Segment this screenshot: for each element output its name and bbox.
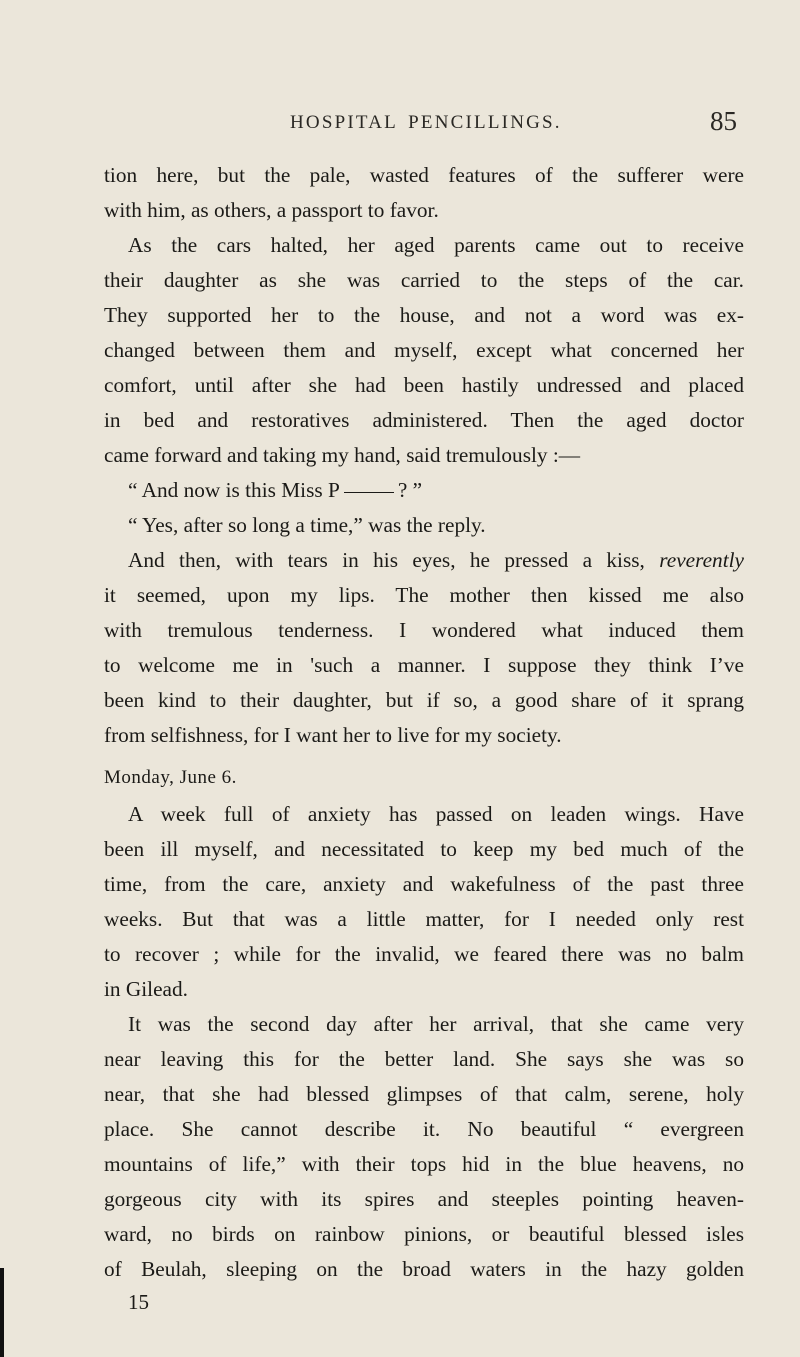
text-line: time, from the care, anxiety and wakefulness of the past three <box>104 872 744 896</box>
running-head <box>0 106 800 146</box>
dialogue-answer: “ Yes, after so long a time,” was the reply. <box>128 513 486 537</box>
signature-mark: 15 <box>128 1290 149 1314</box>
text-line: with him, as others, a passport to favor. <box>104 198 439 222</box>
text-line: weeks. But that was a little matter, for I needed only rest <box>104 907 744 931</box>
question-start: “ And now is this Miss P <box>128 478 340 502</box>
text-line: with tremulous tenderness. I wondered what induced them <box>104 618 744 642</box>
text-line: to recover ; while for the invalid, we feared there was no balm <box>104 942 744 966</box>
text-line: near leaving this for the better land. She says she was so <box>104 1047 744 1071</box>
text-line <box>104 543 744 578</box>
text-line: It was the second day after her arrival, that she came very <box>128 1012 744 1036</box>
text-line: been kind to their daughter, but if so, a good share of it sprang <box>104 688 744 712</box>
text-line: comfort, until after she had been hastily undressed and placed <box>104 373 744 397</box>
dateline: Monday, June 6. <box>104 767 237 788</box>
text-line: A week full of anxiety has passed on leaden wings. Have <box>128 802 744 826</box>
name-dash <box>344 492 394 493</box>
text-line: ward, no birds on rainbow pinions, or beautiful blessed isles <box>104 1222 744 1246</box>
text-line: came forward and taking my hand, said tremulously :— <box>104 443 581 467</box>
question-end: ? ” <box>397 478 423 502</box>
text-line: mountains of life,” with their tops hid in the blue heavens, no <box>104 1152 744 1176</box>
text-line: of Beulah, sleeping on the broad waters in the hazy golden <box>104 1257 744 1281</box>
text-line: near, that she had blessed glimpses of that calm, serene, holy <box>104 1082 744 1106</box>
text-line: it seemed, upon my lips. The mother then kissed me also <box>104 583 744 607</box>
text-line: place. She cannot describe it. No beautiful “ evergreen <box>104 1117 744 1141</box>
text-line: been ill myself, and necessitated to keep my bed much of the <box>104 837 744 861</box>
running-title: HOSPITAL PENCILLINGS. <box>290 112 562 133</box>
text-line: in Gilead. <box>104 977 188 1001</box>
text-line: gorgeous city with its spires and steeples pointing heaven- <box>104 1187 744 1211</box>
text-line: As the cars halted, her aged parents came out to receive <box>128 233 744 257</box>
italic-word: reverently <box>659 548 744 572</box>
dialogue-question <box>104 473 744 508</box>
text-line: They supported her to the house, and not a word was ex- <box>104 303 744 327</box>
text-line: changed between them and myself, except what concerned her <box>104 338 744 362</box>
text-segment: And then, with tears in his eyes, he pressed a kiss, <box>128 548 645 572</box>
page-number: 85 <box>710 106 737 136</box>
text-line: to welcome me in 'such a manner. I suppose they think I’ve <box>104 653 744 677</box>
binding-edge-shadow <box>0 1268 4 1357</box>
text-line: tion here, but the pale, wasted features of the sufferer were <box>104 163 744 187</box>
text-line: their daughter as she was carried to the steps of the car. <box>104 268 744 292</box>
body-text <box>104 158 744 1317</box>
text-line: from selfishness, for I want her to live for my society. <box>104 723 562 747</box>
text-line: in bed and restoratives administered. Then the aged doctor <box>104 408 744 432</box>
